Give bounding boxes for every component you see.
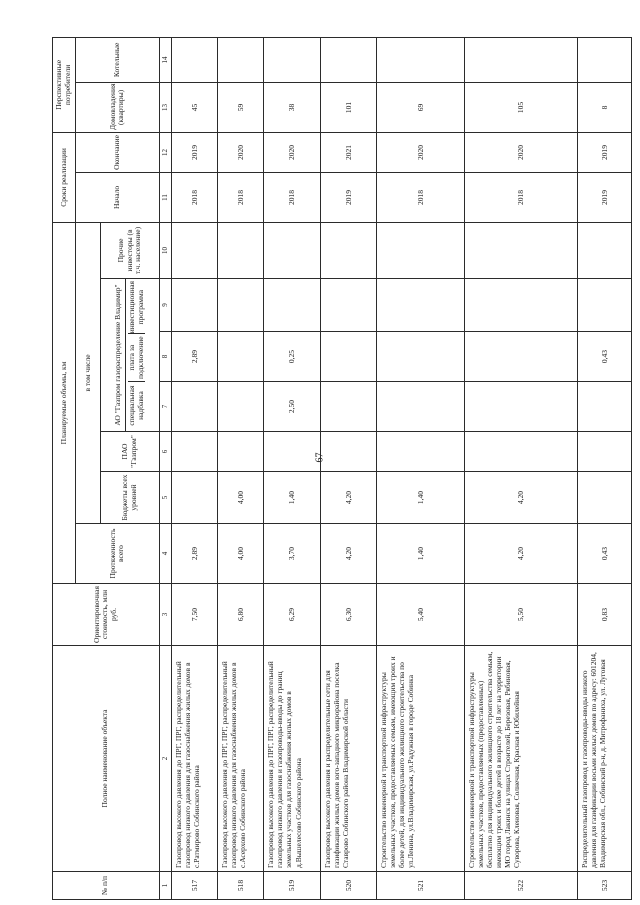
budget-cell	[577, 472, 631, 524]
inv-program-cell	[464, 279, 577, 332]
other-investors-cell	[376, 222, 464, 278]
length-cell: 4,20	[464, 524, 577, 584]
surcharge-cell: 2,50	[264, 382, 320, 432]
row-number: 519	[264, 872, 320, 900]
column-number: 9	[159, 279, 172, 332]
header-households: Домовладения (квартиры)	[75, 82, 159, 132]
header-start: Начало	[75, 172, 159, 222]
households-cell: 45	[172, 82, 218, 132]
inv-program-cell	[577, 279, 631, 332]
column-number: 2	[159, 646, 172, 872]
header-pao: ПАО "Газпром"	[101, 432, 160, 472]
start-year-cell: 2018	[172, 172, 218, 222]
connection-fee-cell	[218, 332, 264, 382]
connection-fee-cell: 0,43	[577, 332, 631, 382]
boilers-cell	[577, 37, 631, 82]
pao-cell	[172, 432, 218, 472]
header-inv-programs: инвестиционная программа	[127, 281, 145, 334]
header-ao-title: АО "Газпром газораспределение Владимир"	[114, 279, 126, 431]
gasification-table	[52, 37, 632, 900]
cost-cell: 5,40	[376, 584, 464, 646]
surcharge-cell	[320, 382, 376, 432]
row-number: 518	[218, 872, 264, 900]
column-number: 11	[159, 172, 172, 222]
households-cell: 8	[577, 82, 631, 132]
row-number: 522	[464, 872, 577, 900]
households-cell: 101	[320, 82, 376, 132]
length-cell: 4,00	[218, 524, 264, 584]
end-year-cell: 2020	[376, 132, 464, 172]
cost-cell: 7,50	[172, 584, 218, 646]
pao-cell	[376, 432, 464, 472]
budget-cell: 4,20	[320, 472, 376, 524]
object-name: Строительство инженерной и транспортной инфраструктуры земельных участков, предоставляемых семьям, имеющим троих и более детей, для индивидуального жилищного строительства по ул.Ленина, ул.Владимирская, ул.Радужная в городе Собинка	[376, 646, 464, 872]
inv-program-cell	[320, 279, 376, 332]
households-cell: 59	[218, 82, 264, 132]
table-row	[218, 37, 264, 899]
table-body	[172, 37, 632, 899]
column-number: 3	[159, 584, 172, 646]
header-length: Протяженность всего	[75, 524, 159, 584]
surcharge-cell	[172, 382, 218, 432]
length-cell: 2,89	[172, 524, 218, 584]
header-surcharge: специальная надбавка	[128, 381, 145, 429]
object-name: Газопровод высокого давления до ПРГ, ПРГ, распределительный газопровод низкого давления для газоснабжения жилых домов в с.Асерхово Собинского района	[218, 646, 264, 872]
column-number: 8	[159, 332, 172, 382]
boilers-cell	[464, 37, 577, 82]
column-number: 12	[159, 132, 172, 172]
budget-cell: 4,00	[218, 472, 264, 524]
end-year-cell: 2019	[172, 132, 218, 172]
connection-fee-cell: 2,89	[172, 332, 218, 382]
table-row	[320, 37, 376, 899]
header-budget: Бюджеты всех уровней	[101, 472, 160, 524]
households-cell: 105	[464, 82, 577, 132]
connection-fee-cell: 0,25	[264, 332, 320, 382]
surcharge-cell	[376, 382, 464, 432]
inv-program-cell	[218, 279, 264, 332]
budget-cell: 4,20	[464, 472, 577, 524]
column-number: 14	[159, 37, 172, 82]
boilers-cell	[264, 37, 320, 82]
header-cost: Ориентировочная стоимость, млн руб.	[53, 584, 160, 646]
end-year-cell: 2019	[577, 132, 631, 172]
header-consumers: Перспективные потребители	[53, 37, 76, 132]
column-number: 5	[159, 472, 172, 524]
pao-cell	[264, 432, 320, 472]
page-number: 67	[314, 452, 326, 463]
start-year-cell: 2018	[376, 172, 464, 222]
object-name: Газопровод высокого давления до ПРГ, ПРГ, распределительный газопровод низкого давления и газопроводы-вводы до границ земельных участков для газоснабжения жилых домов в д.Вышелесово Собинского района	[264, 646, 320, 872]
connection-fee-cell	[376, 332, 464, 382]
column-number: 4	[159, 524, 172, 584]
budget-cell: 1,40	[376, 472, 464, 524]
object-name: Газопровод высокого давления и распределительные сети для газификации жилых домов юго-западного микрорайона поселка Ставрово Собинского района Владимирской области	[320, 646, 376, 872]
object-name: Строительство инженерной и транспортной инфраструктуры земельных участков, предоставляемых (предоставленных) бесплатно для индивидуального жилищного строительства семьям, имеющим троих и более детей в возрасте до 18 лет на территории МО город Лакинск на улицах Строителей, Березовая, Рябиновая, Суворова, Кленовая, Солнечная, Красная и Юбилейная	[464, 646, 577, 872]
start-year-cell: 2018	[264, 172, 320, 222]
surcharge-cell	[577, 382, 631, 432]
header-connection-fee: плата за подключение	[128, 333, 145, 381]
cost-cell: 6,30	[320, 584, 376, 646]
row-number: 521	[376, 872, 464, 900]
end-year-cell: 2020	[464, 132, 577, 172]
column-number-row	[159, 37, 172, 899]
households-cell: 69	[376, 82, 464, 132]
connection-fee-cell	[464, 332, 577, 382]
start-year-cell: 2019	[577, 172, 631, 222]
cost-cell: 6,29	[264, 584, 320, 646]
pao-cell	[218, 432, 264, 472]
start-year-cell: 2019	[320, 172, 376, 222]
row-number: 520	[320, 872, 376, 900]
header-end: Окончание	[75, 132, 159, 172]
header-planned: Планируемые объемы, км	[53, 222, 76, 583]
other-investors-cell	[172, 222, 218, 278]
cost-cell: 5,50	[464, 584, 577, 646]
boilers-cell	[172, 37, 218, 82]
boilers-cell	[320, 37, 376, 82]
rotated-table-container	[52, 38, 632, 900]
start-year-cell: 2018	[464, 172, 577, 222]
inv-program-cell	[264, 279, 320, 332]
cost-cell: 6,80	[218, 584, 264, 646]
surcharge-cell	[464, 382, 577, 432]
length-cell: 4,20	[320, 524, 376, 584]
column-number: 1	[159, 872, 172, 900]
length-cell: 1,40	[376, 524, 464, 584]
column-number: 6	[159, 432, 172, 472]
object-name: Газопровод высокого давления до ПРГ, ПРГ, распределительный газопровод низкого давления для газоснабжения жилых домов в с.Ратмирово Собинского района	[172, 646, 218, 872]
pao-cell	[464, 432, 577, 472]
header-ao	[101, 279, 160, 432]
table-row	[577, 37, 631, 899]
header-name: Полное наименование объекта	[53, 646, 160, 872]
object-name: Распределительный газопровод и газопроводы-вводы низкого давления для газификации восьми жилых домов по адресу: 601204, Владимирская обл., Собинский р-н, д. Митрофаниха, ул. Луговая	[577, 646, 631, 872]
table-row	[464, 37, 577, 899]
pao-cell	[577, 432, 631, 472]
column-number: 10	[159, 222, 172, 278]
length-cell: 0,43	[577, 524, 631, 584]
budget-cell	[172, 472, 218, 524]
boilers-cell	[376, 37, 464, 82]
table-row	[264, 37, 320, 899]
row-number: 517	[172, 872, 218, 900]
table-row	[172, 37, 218, 899]
other-investors-cell	[577, 222, 631, 278]
surcharge-cell	[218, 382, 264, 432]
end-year-cell: 2020	[218, 132, 264, 172]
other-investors-cell	[464, 222, 577, 278]
length-cell: 3,70	[264, 524, 320, 584]
header-other: Прочие инвесторы (в т.ч. население)	[101, 222, 160, 278]
start-year-cell: 2018	[218, 172, 264, 222]
header-num: № п/п	[53, 872, 160, 900]
header-incl: в том числе	[75, 222, 100, 523]
inv-program-cell	[376, 279, 464, 332]
other-investors-cell	[320, 222, 376, 278]
cost-cell: 0,83	[577, 584, 631, 646]
column-number: 13	[159, 82, 172, 132]
column-number: 7	[159, 382, 172, 432]
budget-cell: 1,40	[264, 472, 320, 524]
other-investors-cell	[218, 222, 264, 278]
row-number: 523	[577, 872, 631, 900]
end-year-cell: 2021	[320, 132, 376, 172]
header-boilers: Котельные	[75, 37, 159, 82]
boilers-cell	[218, 37, 264, 82]
connection-fee-cell	[320, 332, 376, 382]
pao-cell	[320, 432, 376, 472]
households-cell: 38	[264, 82, 320, 132]
header-terms: Сроки реализации	[53, 132, 76, 222]
other-investors-cell	[264, 222, 320, 278]
header-ao-subcols	[128, 281, 145, 429]
table-row	[376, 37, 464, 899]
inv-program-cell	[172, 279, 218, 332]
end-year-cell: 2020	[264, 132, 320, 172]
